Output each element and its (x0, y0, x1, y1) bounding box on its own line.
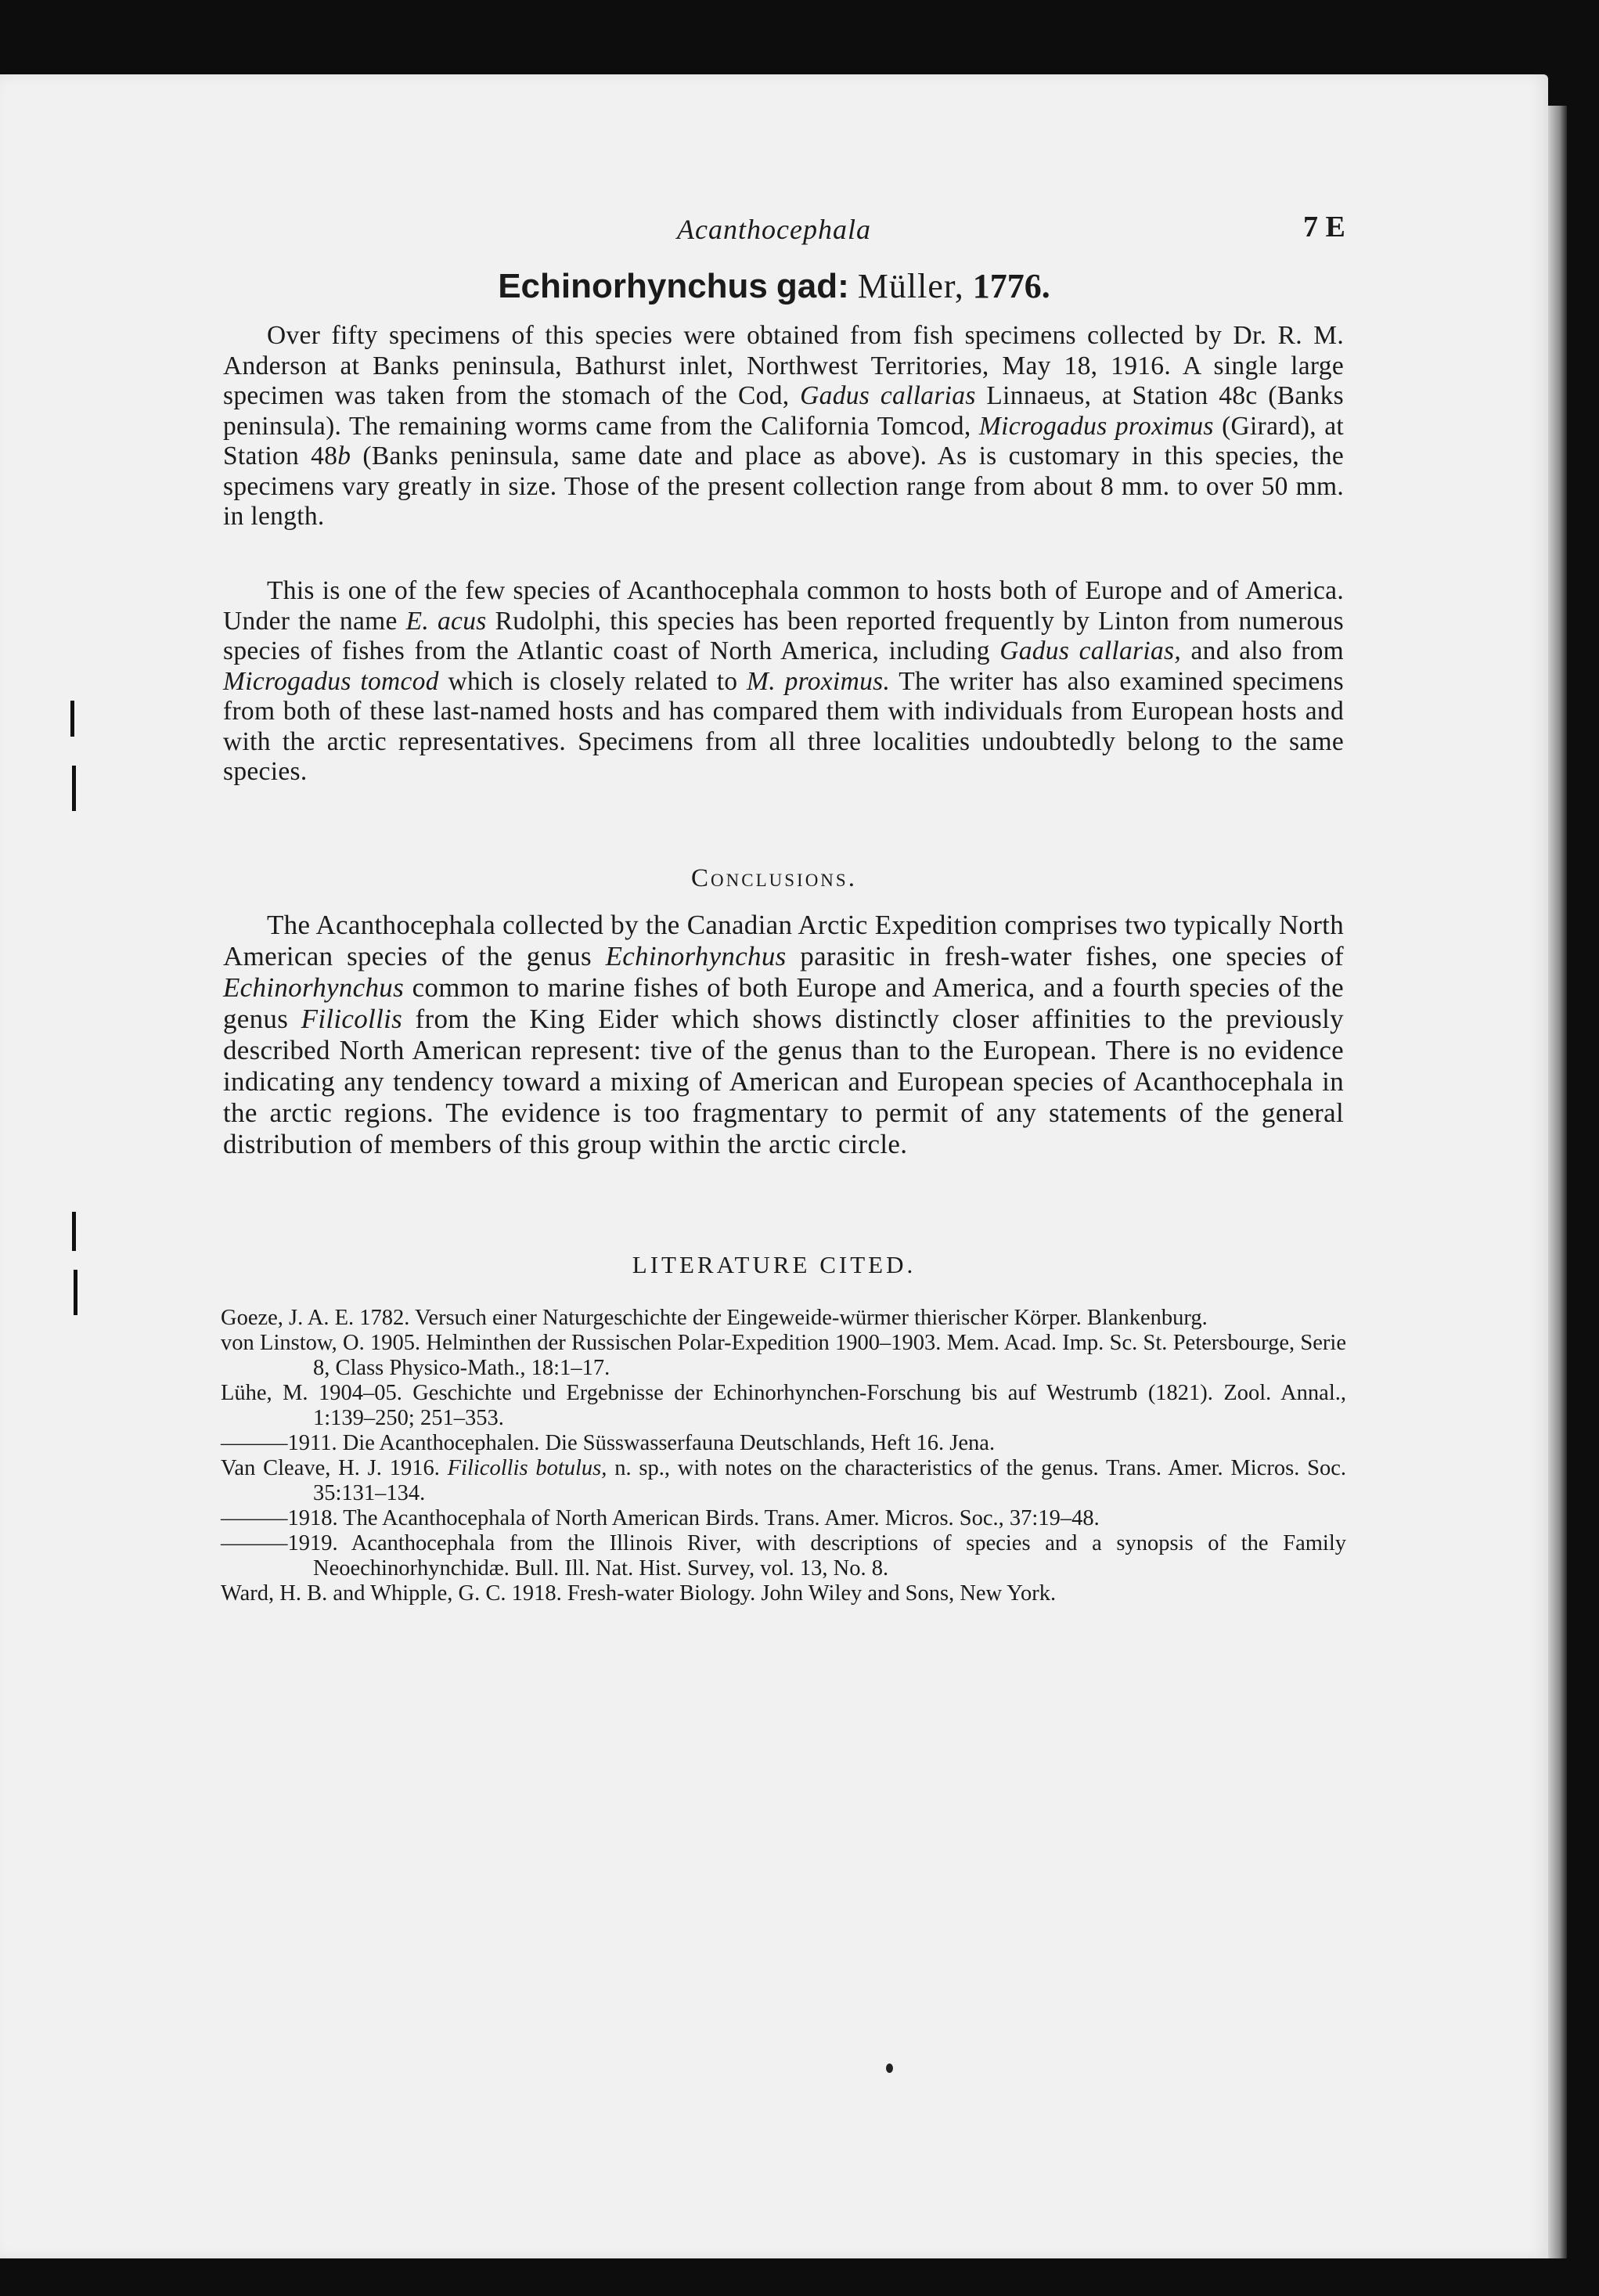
reference-list (221, 1306, 1346, 1606)
reference-linstow: von Linstow, O. 1905. Helminthen der Russischen Polar-Expedition 1900–1903. Mem. Acad. Imp. Sc. St. Petersbourge, Serie 8, Class Physico-Math., 18:1–17. (221, 1331, 1346, 1380)
section-heading (0, 266, 1548, 306)
reference-vancleave-1918: ———1918. The Acanthocephala of North American Birds. Trans. Amer. Micros. Soc., 37:19–48. (221, 1506, 1100, 1530)
section-year: 1776. (972, 267, 1050, 305)
reference-goeze: Goeze, J. A. E. 1782. Versuch einer Naturgeschichte der Eingeweide-würmer thierischer Körper. Blankenburg. (221, 1306, 1208, 1330)
paragraph-distribution: This is one of the few species of Acanthocephala common to hosts both of Europe and of America. Under the name E. acus Rudolphi, this species has been reported frequently by Linton from numerous species of fishes from the Atlantic coast of North America, including Gadus callarias, and also from Microgadus tomcod which is closely related to M. proximus. The writer has also examined specimens from both of these last-named hosts and has compared them with individuals from European hosts and with the arctic representatives. Specimens from all three localities undoubtedly belong to the same species. (223, 576, 1345, 786)
margin-mark (70, 701, 74, 737)
margin-mark (72, 766, 76, 811)
reference-luhe-1911: ———1911. Die Acanthocephalen. Die Süsswasserfauna Deutschlands, Heft 16. Jena. (221, 1431, 996, 1455)
section-genus: Echinorhynchus (498, 267, 768, 305)
margin-mark (72, 1212, 76, 1251)
section-species: gad: (776, 267, 849, 305)
page-edge-shadow (1548, 106, 1567, 2258)
reference-luhe-1904: Lühe, M. 1904–05. Geschichte und Ergebnisse der Echinorhynchen-Forschung bis auf Westrumb (1821). Zool. Annal., 1:139–250; 251–353. (221, 1381, 1346, 1430)
margin-mark (74, 1270, 77, 1315)
reference-vancleave-1919: ———1919. Acanthocephala from the Illinois River, with descriptions of species and a synopsis of the Family Neoechinorhynchidæ. Bull. Ill. Nat. Hist. Survey, vol. 13, No. 8. (221, 1531, 1346, 1581)
reference-vancleave-1916: Van Cleave, H. J. 1916. Filicollis botulus, n. sp., with notes on the characteristics of the genus. Trans. Amer. Micros. Soc. 35:131–134. (221, 1456, 1346, 1505)
literature-cited-heading: LITERATURE CITED. (632, 1251, 917, 1278)
page-number: 7 E (1303, 211, 1345, 243)
page-dot (886, 2064, 893, 2073)
paragraph-specimens: Over fifty specimens of this species were obtained from fish specimens collected by Dr. R. M. Anderson at Banks peninsula, Bathurst inlet, Northwest Territories, May 18, 1916. A single large specimen was taken from the stomach of the Cod, Gadus callarias Linnaeus, at Station 48c (Banks peninsula). The remaining worms came from the California Tomcod, Microgadus proximus (Girard), at Station 48b (Banks peninsula, same date and place as above). As is customary in this species, the specimens vary greatly in size. Those of the present collection range from about 8 mm. to over 50 mm. in length. (223, 321, 1345, 531)
section-author: Müller, (857, 267, 964, 305)
reference-ward-whipple: Ward, H. B. and Whipple, G. C. 1918. Fresh-water Biology. John Wiley and Sons, New York. (221, 1581, 1057, 1606)
conclusions-heading: Conclusions. (691, 864, 857, 892)
paragraph-conclusions: The Acanthocephala collected by the Canadian Arctic Expedition comprises two typically North American species of the genus Echinorhynchus parasitic in fresh-water fishes, one species of Echinorhynchus common to marine fishes of both Europe and America, and a fourth species of the genus Filicollis from the King Eider which shows distinctly closer affinities to the previously described North American represent: tive of the genus than to the European. There is no evidence indicating any tendency toward a mixing of American and European species of Acanthocephala in the arctic regions. The evidence is too fragmentary to permit of any statements of the general distribution of members of this group within the arctic circle. (223, 910, 1344, 1159)
running-head: Acanthocephala (677, 214, 871, 245)
